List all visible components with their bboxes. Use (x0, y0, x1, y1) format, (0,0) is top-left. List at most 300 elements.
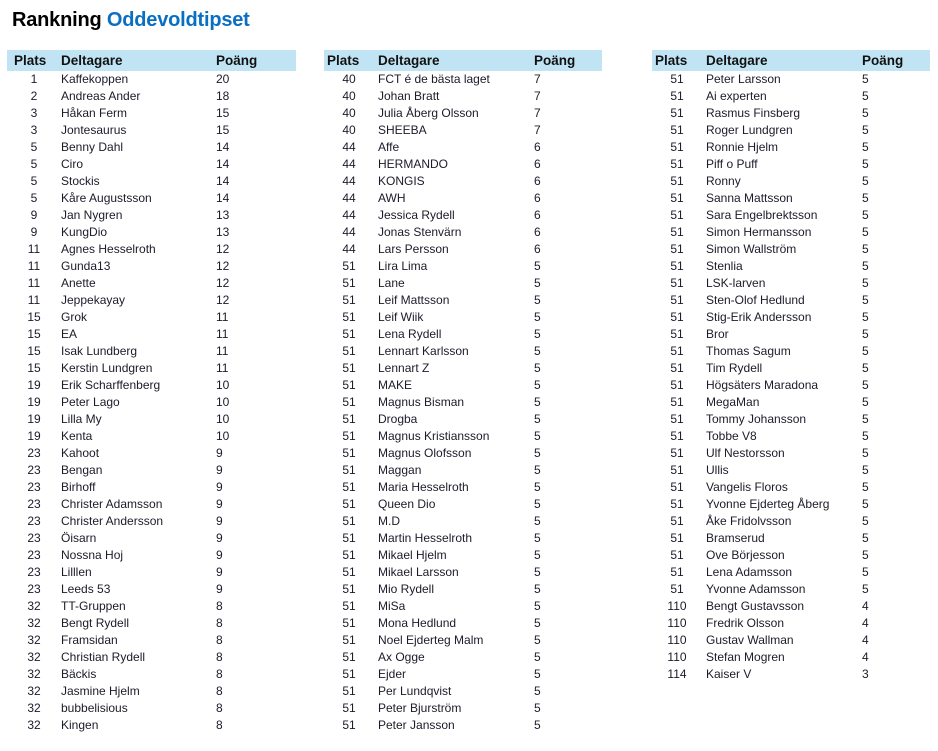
cell-name: Kahoot (61, 446, 100, 460)
cell-plats: 51 (342, 446, 356, 460)
cell-name: KONGIS (378, 174, 425, 188)
cell-name: Kerstin Lundgren (61, 361, 153, 375)
table-row (7, 462, 296, 479)
table-row (324, 88, 602, 105)
table-row (652, 343, 930, 360)
table-row (652, 275, 930, 292)
cell-name: Jessica Rydell (378, 208, 455, 222)
cell-points: 8 (216, 684, 223, 698)
cell-name: Benny Dahl (61, 140, 124, 154)
cell-plats: 44 (342, 140, 356, 154)
cell-points: 5 (534, 531, 541, 545)
table-row (7, 343, 296, 360)
cell-plats: 51 (670, 531, 684, 545)
table-row (7, 71, 296, 88)
table-row (324, 598, 602, 615)
cell-plats: 11 (27, 242, 41, 256)
cell-points: 6 (534, 208, 541, 222)
cell-plats: 11 (27, 276, 41, 290)
cell-points: 10 (216, 378, 230, 392)
cell-name: Kåre Augustsson (61, 191, 152, 205)
table-row (7, 139, 296, 156)
cell-name: Kingen (61, 718, 99, 732)
table-row (7, 666, 296, 683)
cell-name: Erik Scharffenberg (61, 378, 161, 392)
cell-plats: 51 (670, 582, 684, 596)
cell-points: 5 (534, 514, 541, 528)
table-header (652, 50, 930, 71)
cell-points: 14 (216, 157, 230, 171)
cell-name: Drogba (378, 412, 418, 426)
cell-plats: 51 (670, 548, 684, 562)
cell-plats: 51 (342, 463, 356, 477)
cell-plats: 23 (27, 446, 41, 460)
cell-points: 5 (862, 106, 869, 120)
cell-plats: 19 (27, 378, 41, 392)
cell-name: Bäckis (61, 667, 97, 681)
cell-name: Yvonne Adamsson (706, 582, 806, 596)
cell-points: 5 (862, 548, 869, 562)
cell-name: Leeds 53 (61, 582, 111, 596)
table-row (324, 377, 602, 394)
cell-points: 3 (862, 667, 869, 681)
table-row (7, 547, 296, 564)
cell-name: Isak Lundberg (61, 344, 138, 358)
cell-name: Nossna Hoj (61, 548, 124, 562)
table-row (324, 326, 602, 343)
cell-points: 6 (534, 157, 541, 171)
table-row (652, 564, 930, 581)
cell-plats: 51 (342, 344, 356, 358)
cell-plats: 51 (670, 429, 684, 443)
table-row (652, 122, 930, 139)
cell-name: Christian Rydell (61, 650, 146, 664)
cell-name: Lena Rydell (378, 327, 442, 341)
cell-plats: 51 (670, 463, 684, 477)
table-row (652, 190, 930, 207)
table-row (324, 581, 602, 598)
cell-points: 4 (862, 633, 869, 647)
cell-name: Ronny (706, 174, 741, 188)
header-plats: Plats (327, 53, 360, 68)
cell-points: 8 (216, 718, 223, 732)
cell-name: Ulf Nestorsson (706, 446, 785, 460)
cell-plats: 44 (342, 242, 356, 256)
cell-plats: 51 (670, 140, 684, 154)
table-row (324, 632, 602, 649)
cell-points: 9 (216, 565, 223, 579)
table-row (7, 479, 296, 496)
cell-plats: 51 (670, 293, 684, 307)
table-row (7, 496, 296, 513)
cell-plats: 51 (670, 310, 684, 324)
cell-points: 8 (216, 701, 223, 715)
cell-plats: 51 (670, 72, 684, 86)
table-row (324, 224, 602, 241)
table-row (324, 666, 602, 683)
cell-points: 5 (862, 395, 869, 409)
cell-points: 9 (216, 446, 223, 460)
cell-plats: 44 (342, 225, 356, 239)
table-row (7, 700, 296, 717)
cell-points: 10 (216, 412, 230, 426)
header-plats: Plats (655, 53, 688, 68)
table-row (324, 173, 602, 190)
cell-points: 8 (216, 650, 223, 664)
table-row (7, 581, 296, 598)
table-row (652, 445, 930, 462)
cell-plats: 40 (342, 123, 356, 137)
cell-points: 6 (534, 140, 541, 154)
cell-plats: 51 (342, 582, 356, 596)
cell-plats: 11 (27, 259, 41, 273)
cell-plats: 51 (342, 548, 356, 562)
cell-name: EA (61, 327, 78, 341)
cell-name: Per Lundqvist (378, 684, 452, 698)
cell-plats: 2 (30, 89, 38, 103)
table-row (324, 360, 602, 377)
cell-name: Fredrik Olsson (706, 616, 785, 630)
table-row (324, 547, 602, 564)
cell-name: Rasmus Finsberg (706, 106, 801, 120)
table-row (7, 309, 296, 326)
cell-points: 5 (534, 412, 541, 426)
cell-points: 5 (862, 72, 869, 86)
cell-name: Simon Hermansson (706, 225, 812, 239)
cell-name: Stefan Mogren (706, 650, 785, 664)
cell-plats: 19 (27, 429, 41, 443)
table-row (7, 122, 296, 139)
table-row (652, 666, 930, 683)
cell-plats: 15 (27, 361, 41, 375)
cell-name: Piff o Puff (706, 157, 758, 171)
cell-plats: 51 (342, 667, 356, 681)
cell-name: Tommy Johansson (706, 412, 807, 426)
table-header (7, 50, 296, 71)
cell-points: 13 (216, 225, 230, 239)
cell-plats: 51 (670, 208, 684, 222)
table-row (324, 564, 602, 581)
cell-name: Bengan (61, 463, 103, 477)
cell-plats: 51 (342, 650, 356, 664)
cell-name: Mio Rydell (378, 582, 435, 596)
cell-name: Kenta (61, 429, 93, 443)
cell-points: 5 (862, 293, 869, 307)
table-row (324, 683, 602, 700)
table-row (7, 326, 296, 343)
cell-points: 7 (534, 123, 541, 137)
cell-points: 5 (862, 191, 869, 205)
cell-points: 5 (862, 259, 869, 273)
cell-plats: 32 (27, 667, 41, 681)
table-row (7, 360, 296, 377)
ranking-table-2 (324, 50, 602, 734)
cell-points: 5 (534, 293, 541, 307)
header-plats: Plats (14, 53, 47, 68)
table-row (324, 445, 602, 462)
cell-points: 14 (216, 191, 230, 205)
table-row (324, 343, 602, 360)
cell-points: 5 (534, 667, 541, 681)
cell-name: Noel Ejderteg Malm (378, 633, 484, 647)
table-row (652, 309, 930, 326)
cell-plats: 51 (670, 327, 684, 341)
cell-plats: 44 (342, 208, 356, 222)
cell-points: 5 (862, 378, 869, 392)
cell-points: 5 (862, 565, 869, 579)
cell-name: Lars Persson (378, 242, 449, 256)
cell-name: Kaiser V (706, 667, 752, 681)
cell-name: Ai experten (706, 89, 767, 103)
cell-points: 9 (216, 548, 223, 562)
cell-name: Agnes Hesselroth (61, 242, 156, 256)
cell-points: 5 (862, 276, 869, 290)
cell-points: 5 (862, 327, 869, 341)
cell-name: Lira Lima (378, 259, 428, 273)
cell-name: MAKE (378, 378, 413, 392)
table-row (7, 683, 296, 700)
cell-plats: 51 (342, 701, 356, 715)
cell-points: 5 (534, 548, 541, 562)
cell-name: Affe (378, 140, 400, 154)
table-row (324, 275, 602, 292)
cell-name: Maria Hesselroth (378, 480, 469, 494)
cell-points: 5 (862, 361, 869, 375)
cell-plats: 51 (342, 684, 356, 698)
cell-name: Åke Fridolvsson (706, 514, 792, 528)
cell-name: Peter Bjurström (378, 701, 462, 715)
table-row (652, 71, 930, 88)
table-row (7, 445, 296, 462)
table-row (652, 224, 930, 241)
cell-points: 8 (216, 616, 223, 630)
cell-points: 12 (216, 293, 230, 307)
cell-points: 7 (534, 89, 541, 103)
cell-points: 20 (216, 72, 230, 86)
cell-plats: 3 (30, 123, 38, 137)
cell-name: Öisarn (61, 531, 97, 545)
cell-name: Mikael Hjelm (378, 548, 447, 562)
cell-points: 5 (534, 650, 541, 664)
cell-plats: 51 (342, 718, 356, 732)
cell-name: Magnus Olofsson (378, 446, 472, 460)
cell-name: Sten-Olof Hedlund (706, 293, 805, 307)
cell-plats: 15 (27, 327, 41, 341)
cell-points: 11 (216, 361, 229, 375)
table-row (7, 428, 296, 445)
cell-points: 5 (862, 157, 869, 171)
table-row (7, 717, 296, 734)
table-row (324, 394, 602, 411)
cell-name: TT-Gruppen (61, 599, 126, 613)
cell-plats: 110 (667, 650, 687, 664)
cell-points: 15 (216, 106, 230, 120)
table-row (324, 190, 602, 207)
cell-plats: 32 (27, 650, 41, 664)
cell-name: bubbelisious (61, 701, 128, 715)
cell-name: Stockis (61, 174, 100, 188)
cell-name: Håkan Ferm (61, 106, 128, 120)
cell-plats: 32 (27, 633, 41, 647)
cell-points: 7 (534, 106, 541, 120)
cell-name: Christer Andersson (61, 514, 164, 528)
cell-plats: 32 (27, 718, 41, 732)
cell-points: 12 (216, 276, 230, 290)
cell-points: 14 (216, 174, 230, 188)
cell-plats: 51 (342, 497, 356, 511)
table-row (652, 479, 930, 496)
table-row (652, 530, 930, 547)
table-row (652, 428, 930, 445)
cell-name: Anette (61, 276, 96, 290)
cell-plats: 51 (670, 225, 684, 239)
cell-name: Peter Lago (61, 395, 120, 409)
cell-points: 5 (862, 446, 869, 460)
cell-name: Bramserud (706, 531, 765, 545)
table-row (324, 496, 602, 513)
cell-points: 5 (534, 599, 541, 613)
cell-plats: 51 (670, 259, 684, 273)
cell-name: Grok (61, 310, 88, 324)
cell-plats: 51 (342, 412, 356, 426)
table-row (7, 394, 296, 411)
cell-name: Thomas Sagum (706, 344, 791, 358)
cell-name: Högsäters Maradona (706, 378, 819, 392)
cell-name: Bror (706, 327, 729, 341)
page-title (12, 9, 250, 32)
cell-points: 5 (862, 531, 869, 545)
cell-plats: 40 (342, 72, 356, 86)
table-row (324, 139, 602, 156)
cell-points: 5 (862, 429, 869, 443)
table-row (7, 530, 296, 547)
table-row (324, 513, 602, 530)
cell-points: 5 (862, 497, 869, 511)
cell-name: Mona Hedlund (378, 616, 457, 630)
cell-plats: 51 (670, 446, 684, 460)
table-row (652, 292, 930, 309)
table-row (652, 581, 930, 598)
table-row (652, 649, 930, 666)
cell-plats: 51 (342, 480, 356, 494)
table-row (652, 326, 930, 343)
cell-plats: 32 (27, 684, 41, 698)
table-row (652, 156, 930, 173)
header-poang: Poäng (862, 53, 904, 68)
table-row (7, 292, 296, 309)
cell-name: Gunda13 (61, 259, 111, 273)
cell-points: 7 (534, 72, 541, 86)
cell-name: Lilla My (61, 412, 102, 426)
cell-plats: 40 (342, 89, 356, 103)
cell-plats: 5 (30, 191, 38, 205)
cell-points: 5 (862, 582, 869, 596)
cell-plats: 9 (30, 225, 38, 239)
cell-points: 14 (216, 140, 230, 154)
table-row (7, 564, 296, 581)
cell-name: Magnus Kristiansson (378, 429, 490, 443)
cell-plats: 19 (27, 395, 41, 409)
cell-name: Lena Adamsson (706, 565, 793, 579)
cell-plats: 51 (342, 361, 356, 375)
cell-name: Mikael Larsson (378, 565, 459, 579)
cell-plats: 51 (670, 106, 684, 120)
cell-points: 4 (862, 599, 869, 613)
cell-points: 5 (534, 582, 541, 596)
table-row (7, 190, 296, 207)
cell-plats: 51 (670, 174, 684, 188)
cell-points: 11 (216, 310, 229, 324)
cell-name: Yvonne Ejderteg Åberg (706, 497, 830, 511)
cell-name: Peter Larsson (706, 72, 781, 86)
cell-points: 5 (862, 208, 869, 222)
table-row (7, 105, 296, 122)
table-row (7, 632, 296, 649)
table-row (324, 156, 602, 173)
cell-name: Maggan (378, 463, 422, 477)
table-row (324, 309, 602, 326)
cell-points: 5 (534, 327, 541, 341)
cell-name: Lennart Karlsson (378, 344, 469, 358)
cell-plats: 32 (27, 616, 41, 630)
cell-plats: 51 (670, 157, 684, 171)
cell-points: 8 (216, 667, 223, 681)
cell-plats: 51 (342, 633, 356, 647)
cell-name: Lennart Z (378, 361, 430, 375)
table-row (324, 615, 602, 632)
cell-name: Queen Dio (378, 497, 436, 511)
cell-plats: 5 (30, 140, 38, 154)
cell-plats: 51 (342, 276, 356, 290)
cell-points: 5 (534, 701, 541, 715)
cell-name: M.D (378, 514, 400, 528)
cell-name: Tim Rydell (706, 361, 763, 375)
table-row (324, 530, 602, 547)
cell-name: Johan Bratt (378, 89, 440, 103)
cell-plats: 32 (27, 599, 41, 613)
header-poang: Poäng (534, 53, 576, 68)
cell-name: Andreas Ander (61, 89, 141, 103)
cell-points: 8 (216, 599, 223, 613)
cell-points: 4 (862, 650, 869, 664)
table-row (652, 615, 930, 632)
cell-points: 8 (216, 633, 223, 647)
cell-points: 6 (534, 191, 541, 205)
cell-plats: 23 (27, 480, 41, 494)
table-row (7, 598, 296, 615)
ranking-table-3 (652, 50, 930, 683)
cell-plats: 11 (27, 293, 41, 307)
cell-name: Vangelis Floros (706, 480, 788, 494)
table-row (652, 496, 930, 513)
table-row (7, 615, 296, 632)
cell-points: 12 (216, 242, 230, 256)
cell-name: Jeppekayay (61, 293, 126, 307)
table-row (652, 139, 930, 156)
cell-points: 5 (862, 463, 869, 477)
cell-points: 5 (862, 480, 869, 494)
cell-plats: 51 (342, 599, 356, 613)
table-row (7, 207, 296, 224)
cell-points: 15 (216, 123, 230, 137)
cell-plats: 32 (27, 701, 41, 715)
cell-plats: 51 (670, 191, 684, 205)
cell-name: Ax Ogge (378, 650, 425, 664)
cell-points: 5 (534, 684, 541, 698)
cell-points: 5 (534, 497, 541, 511)
cell-points: 5 (534, 378, 541, 392)
cell-points: 5 (534, 633, 541, 647)
